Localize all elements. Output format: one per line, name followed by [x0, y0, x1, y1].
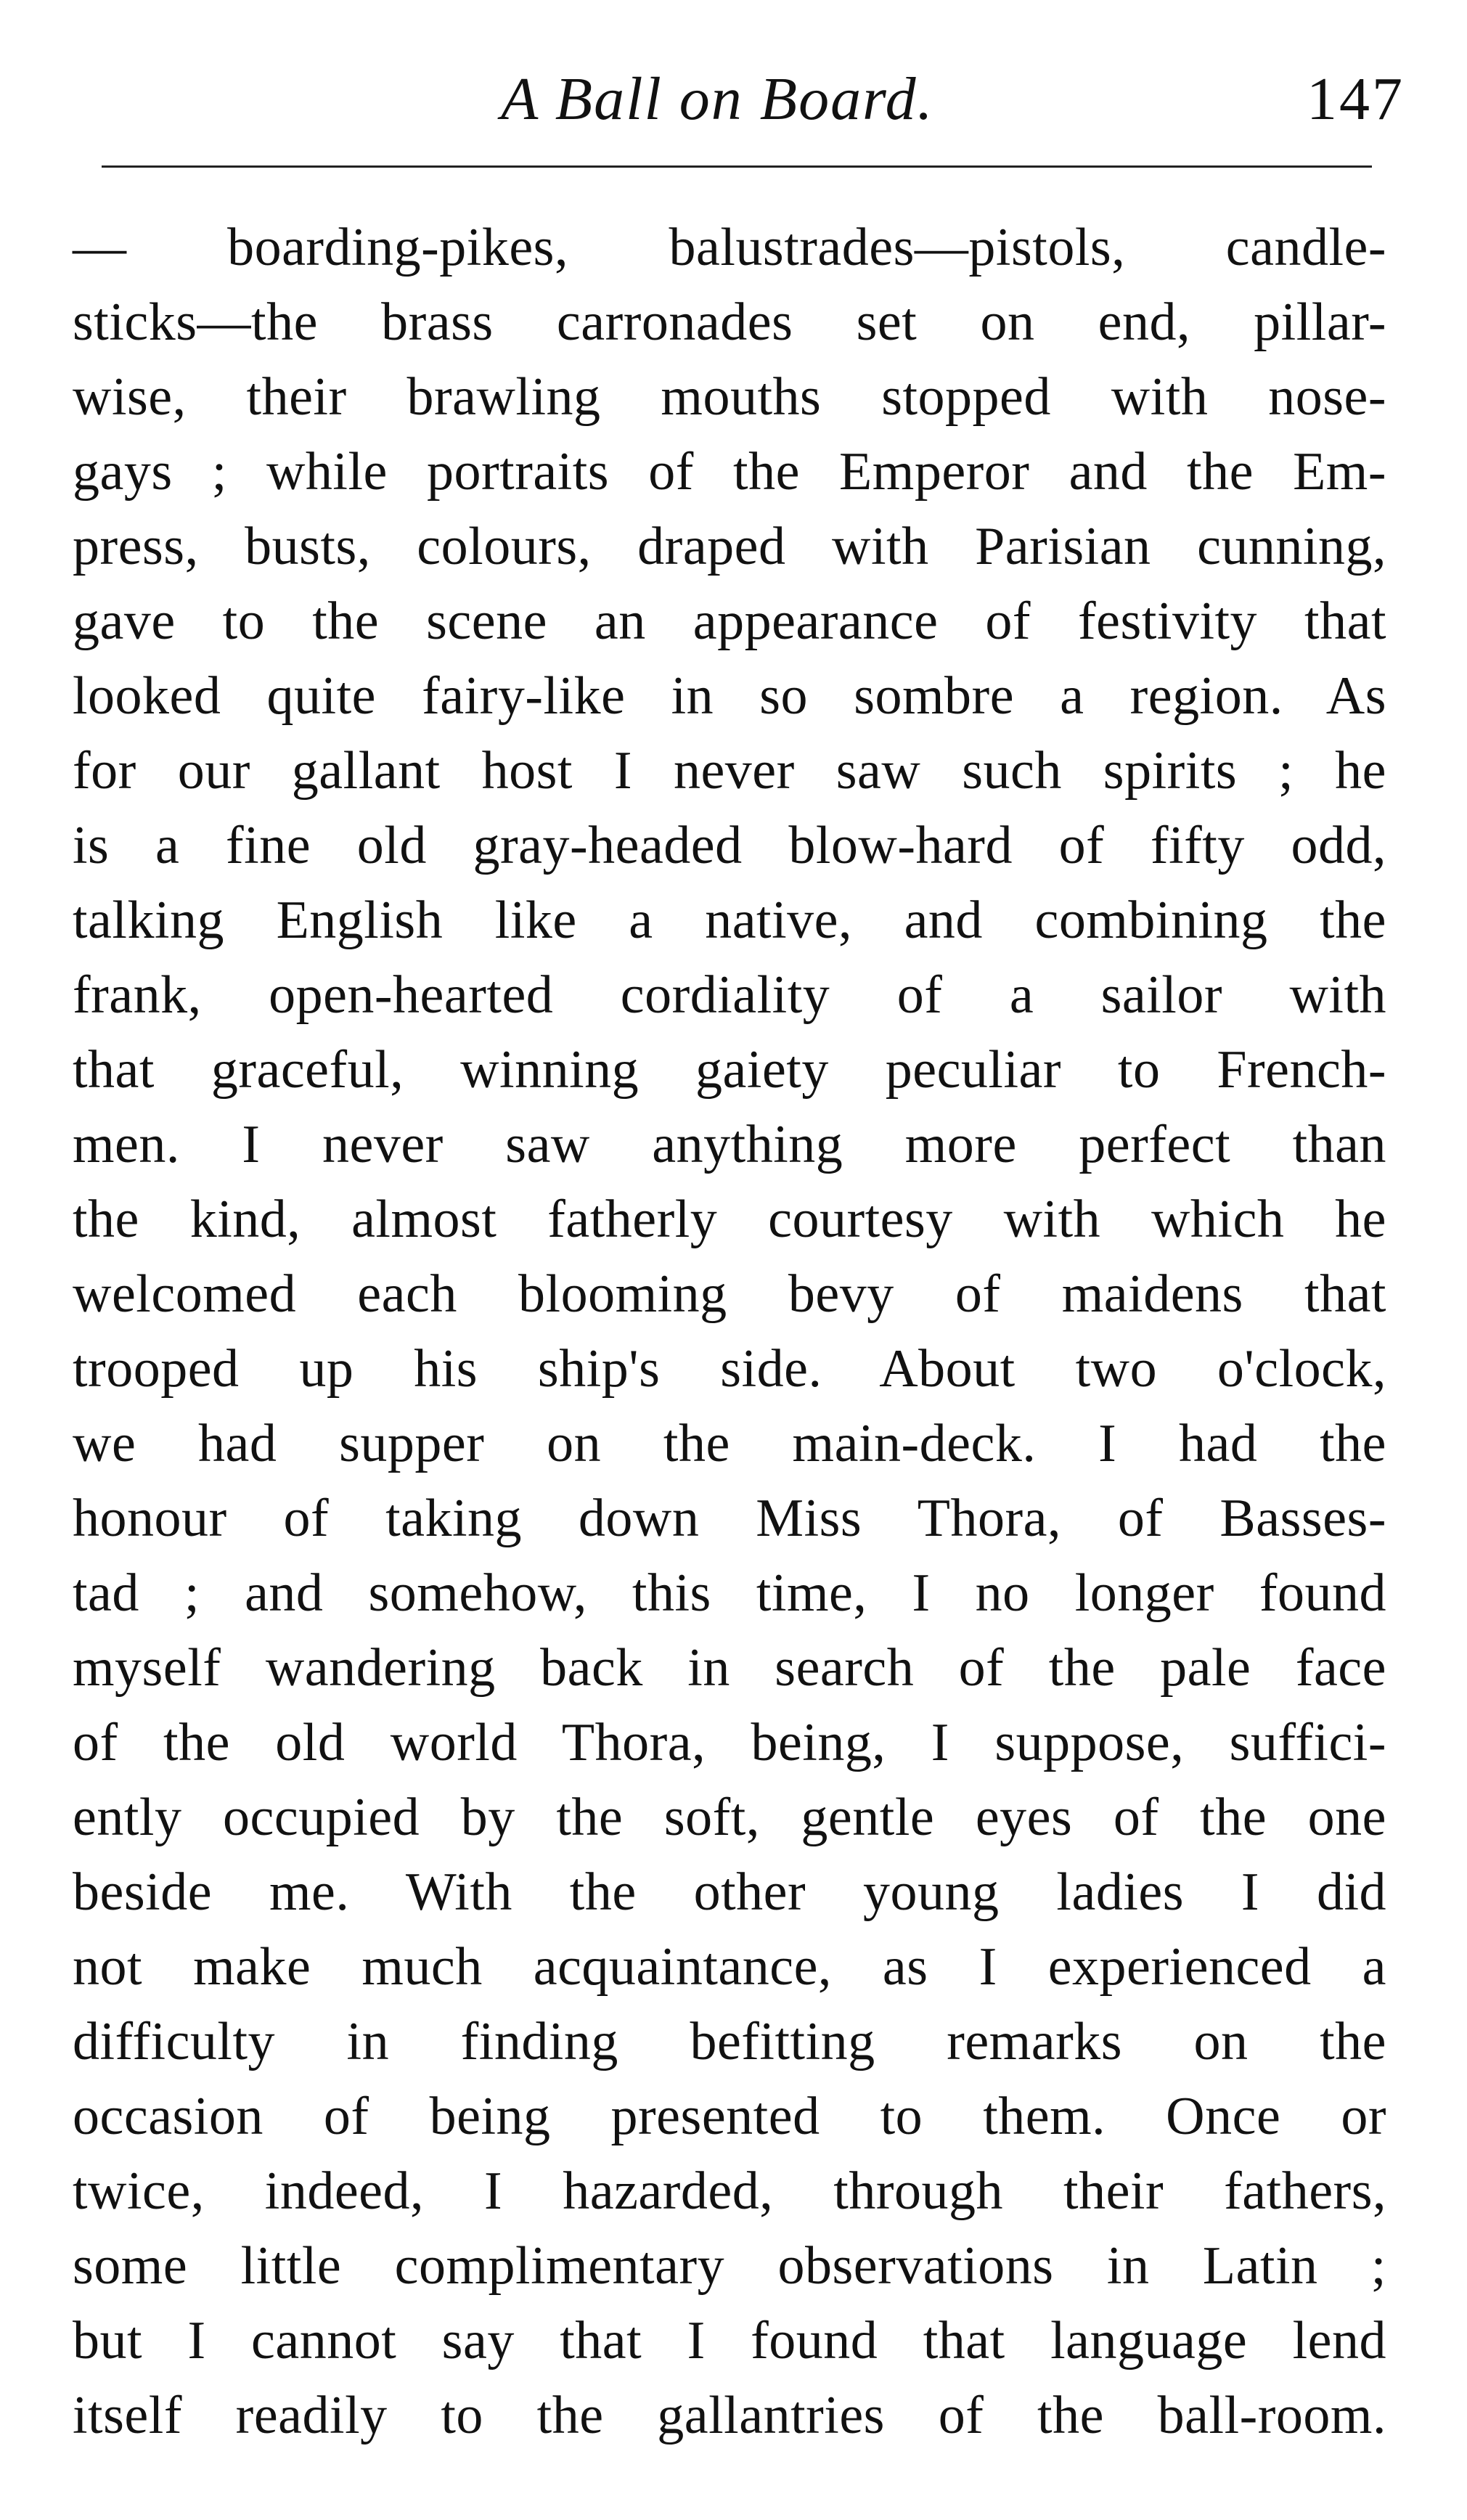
text-line: men. I never saw anything more perfect than: [73, 1115, 1386, 1174]
text-line: tad ; and somehow, this time, I no longer found: [73, 1563, 1386, 1623]
text-line: gave to the scene an appearance of festivity that: [73, 592, 1386, 651]
header-rule: [102, 165, 1372, 168]
text-line: welcomed each blooming bevy of maidens that: [73, 1264, 1386, 1324]
text-line: sticks—the brass carronades set on end, pillar-: [73, 292, 1386, 352]
text-line: the kind, almost fatherly courtesy with which he: [73, 1190, 1386, 1249]
text-line: we had supper on the main-deck. I had the: [73, 1414, 1386, 1473]
text-line: wise, their brawling mouths stopped with nose-: [73, 367, 1386, 427]
text-line: for our gallant host I never saw such spirits ; he: [73, 741, 1386, 801]
page-number: 147: [1307, 65, 1405, 133]
text-line: gays ; while portraits of the Emperor and the Em-: [73, 442, 1386, 502]
text-line: talking English like a native, and combining the: [73, 891, 1386, 950]
text-line: that graceful, winning gaiety peculiar to French-: [73, 1040, 1386, 1100]
text-line: twice, indeed, I hazarded, through their fathers,: [73, 2161, 1386, 2221]
text-line: honour of taking down Miss Thora, of Basses-: [73, 1489, 1386, 1548]
text-line: but I cannot say that I found that language lend: [73, 2311, 1386, 2370]
text-line: not make much acquaintance, as I experienced a: [73, 1937, 1386, 1997]
text-line: itself readily to the gallantries of the ball-room.: [73, 2386, 1386, 2445]
text-line: frank, open-hearted cordiality of a sailor with: [73, 965, 1386, 1025]
text-line: of the old world Thora, being, I suppose, suffici-: [73, 1713, 1386, 1772]
page-header: [0, 51, 1467, 131]
text-line: is a fine old gray-headed blow-hard of fifty odd,: [73, 816, 1386, 875]
text-line: some little complimentary observations in Latin ;: [73, 2236, 1386, 2296]
text-line: — boarding-pikes, balustrades—pistols, candle-: [73, 218, 1386, 277]
text-line: press, busts, colours, draped with Parisian cunning,: [73, 517, 1386, 576]
running-title: A Ball on Board.: [501, 65, 934, 133]
text-line: trooped up his ship's side. About two o'clock,: [73, 1339, 1386, 1399]
text-line: looked quite fairy-like in so sombre a region. As: [73, 666, 1386, 726]
text-line: difficulty in finding befitting remarks on the: [73, 2012, 1386, 2071]
body-text: [73, 210, 1386, 2453]
text-line: ently occupied by the soft, gentle eyes of the one: [73, 1788, 1386, 1847]
text-line: beside me. With the other young ladies I did: [73, 1862, 1386, 1922]
text-line: myself wandering back in search of the pale face: [73, 1638, 1386, 1698]
text-line: occasion of being presented to them. Once or: [73, 2087, 1386, 2146]
